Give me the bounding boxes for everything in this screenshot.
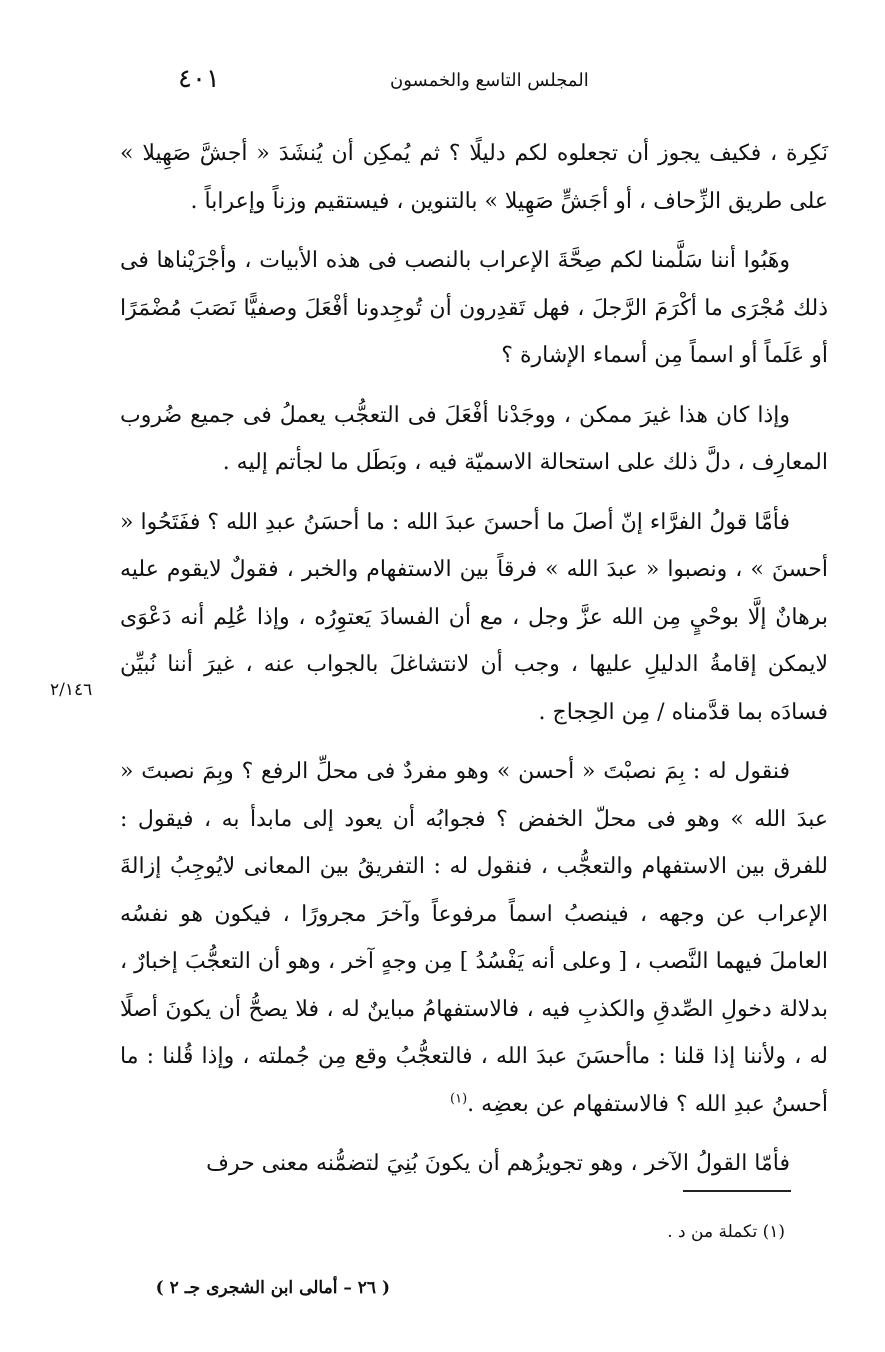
signature-line: ( ٢٦ – أمالى ابن الشجرى جـ ٢ ): [155, 1278, 390, 1298]
paragraph: فأمَّا قولُ الفرَّاء إنّ أصلَ ما أحسنَ عبدَ الله : ما أحسَنُ عبدِ الله ؟ ففَتَحُوا « أحسنَ » ، ونصبوا « عبدَ الله » فرقاً بين الاستفهام والخبر ، فقولٌ لايقوم عليه برهانٌ إلَّا بوحْيٍ مِن الله عزَّ وجل ، مع أن الفسادَ يَعتوِرُه ، وإذا عُلِم أنه دَعْوَى لايمكن إقامةُ الدليلِ عليها ، وجب أن لانتشاغلَ بالجواب عنه ، غيرَ أننا نُبيِّن فسادَه بما قدَّمناه / مِن الحِجاج .: [120, 509, 828, 725]
paragraph: فأمّا القولُ الآخر ، وهو تجويزُهم أن يكونَ بُنِيَ لتضمُّنه معنى حرف: [206, 1151, 790, 1176]
chapter-title: المجلس التاسع والخمسون: [390, 70, 589, 91]
footnote-marker: (١): [450, 1091, 468, 1107]
margin-reference: ٢/١٤٦: [50, 680, 93, 700]
paragraph: [120, 748, 828, 1128]
footnote: (١) تكملة من د .: [667, 1222, 785, 1242]
paragraph: وإذا كان هذا غيرَ ممكن ، ووجَدْنا أفْعَلَ فى التعجُّب يعملُ فى جميع ضُروب المعارِف ، دلَّ ذلك على استحالة الاسميّة فيه ، وبَطَل ما لجأتم إليه .: [120, 402, 828, 475]
paragraph: وهَبُوا أننا سَلَّمنا لكم صِحَّةَ الإعراب بالنصب فى هذه الأبيات ، وأجْرَيْناها فى ذلك مُجْرَى ما أكْرَمَ الرَّجلَ ، فهل تَقدِرون أن تُوجِدونا أفْعَلَ وصفيًّا نَصَبَ مُضْمَرًا أو عَلَماً أو اسماً مِن أسماء الإشارة ؟: [120, 248, 828, 368]
paragraph: نَكِرة ، فكيف يجوز أن تجعلوه لكم دليلًا ؟ ثم يُمكِن أن يُنشَدَ « أجشَّ صَهِيلا » على طريق الزِّحاف ، أو أجَشٍّ صَهِيلا » بالتنوين ، فيستقيم وزناً وإعراباً .: [120, 141, 828, 214]
footnote-divider: [683, 1190, 791, 1192]
paragraph-text: فنقول له : بِمَ نصبْتَ « أحسن » وهو مفردٌ فى محلِّ الرفع ؟ وبِمَ نصبتَ « عبدَ الله » وهو فى محلّ الخفض ؟ فجوابُه أن يعود إلى مابدأ به ، فيقول : للفرق بين الاستفهام والتعجُّب ، فنقول له : التفريقُ بين المعانى لايُوجِبُ إزالةَ الإعراب عن وجهه ، فينصبُ اسماً مرفوعاً وآخرَ مجرورًا ، فيكون هو نفسُه العاملَ فيهما النَّصب ، [ وعلى أنه يَفْسُدُ ] مِن وجهٍ آخر ، وهو أن التعجُّبَ إخبارٌ ، بدلالة دخولِ الصِّدقِ والكذبِ فيه ، فالاستفهامُ مباينٌ له ، فلا يصحُّ أن يكونَ أصلًا له ، ولأننا إذا قلنا : ماأحسَنَ عبدَ الله ، فالتعجُّبُ وقع مِن جُملته ، وإذا قُلنا : ما أحسنُ عبدِ الله ؟ فالاستفهام عن بعضِه .: [120, 759, 828, 1117]
running-head: [150, 64, 885, 104]
main-text: [120, 130, 828, 1200]
page-number: ٤٠١: [178, 64, 220, 94]
